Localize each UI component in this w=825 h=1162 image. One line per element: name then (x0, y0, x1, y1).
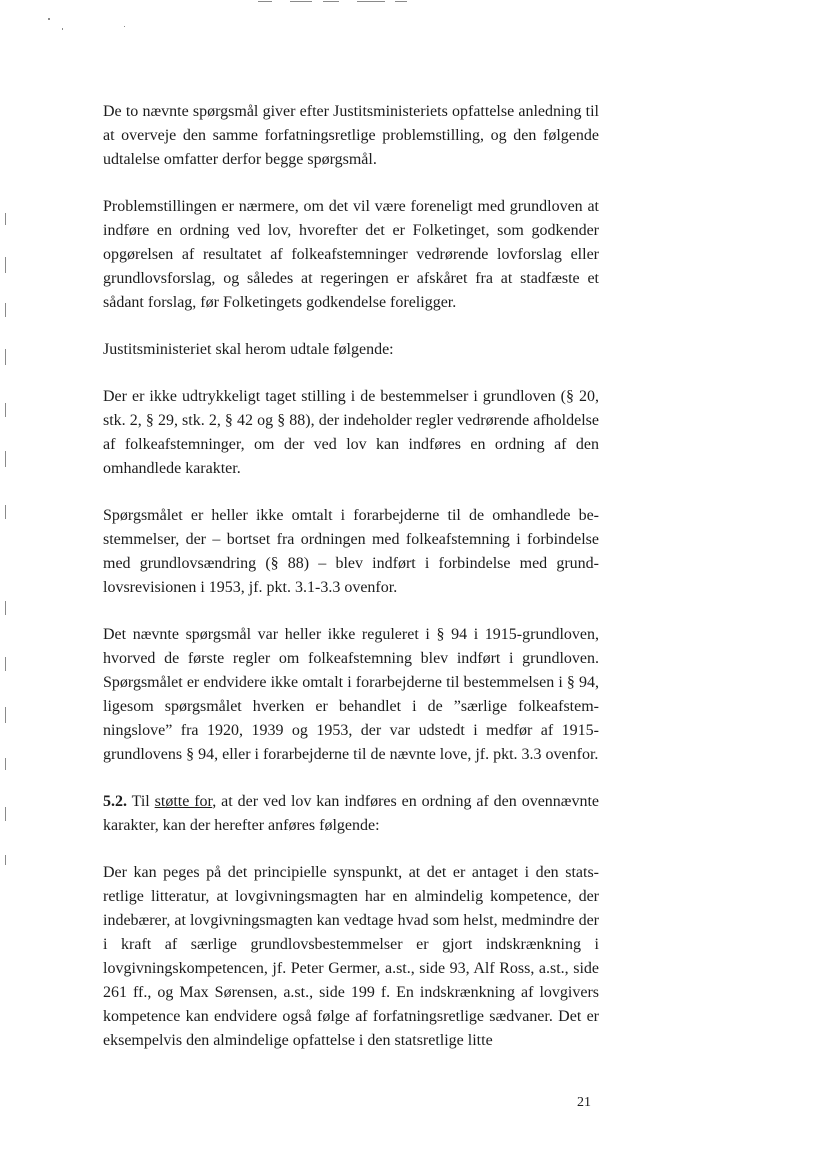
paragraph-constitution-provisions: Der er ikke udtrykkeligt taget stilling i de bestemmelser i grundloven (§ 20, stk. 2, § 29, stk. 2, § 42 og § 88), der indeholder regler vedrørende afholdelse af folkeafstemninger, om der ved lov kan indføres en ordning af den omhandlede karakter. (103, 388, 599, 477)
paragraph-1915-constitution: Det nævnte spørgsmål var heller ikke reguleret i § 94 i 1915-grundloven, hvorved de første regler om folkeafstemning blev indført i grundloven. Spørgsmålet er endvidere ikke omtalt i forarbejderne til bestemmelsen i § 94, ligesom spørgsmålet hverken er behandlet i de ”særlige folkeafstemningslove” fra 1920, 1939 og 1953, der var udstedt i medfør af 1915-grundlovens § 94, eller i forarbejderne til de nævnte love, jf. pkt. 3.3 ovenfor. (103, 626, 599, 763)
section-underlined-text: støtte for (154, 793, 213, 810)
paragraph-problem-statement: Problemstillingen er nærmere, om det vil være foreneligt med grundloven at indføre en ordning ved lov, hvorefter det er Folketinget, som godkender opgørelsen af resultatet af folkeafstemninger vedrørende lovforslag eller grundlovsforslag, og således at regeringen er afskåret fra at stadfæste et sådant forslag, før Folketingets godkendelse foreligger. (103, 198, 599, 311)
scan-artifacts-left (4, 0, 10, 1162)
page-number: 21 (577, 1095, 591, 1110)
section-rest-text: , at der ved lov kan indføres en ordning af den ovennævnte karakter, kan der herefter anføres følgende: (103, 793, 600, 834)
paragraph-legislative-competence: Der kan peges på det principielle synspunkt, at det er antaget i den statsretlige litteratur, at lovgivningsmagten har en almindelig kompetence, der indebærer, at lovgivningsmagten kan vedtage hvad som helst, medmindre der i kraft af særlige grundlovsbestemmelser er gjort indskrænkning i lovgivningskompetencen, jf. Peter Germer, a.st., side 93, Alf Ross, a.st., side 261 ff., og Max Sørensen, a.st., side 199 f. En indskrænkning af lovgivers kompetence kan endvidere også følge af forfatningsretlige sædvaner. Det er eksempelvis den almindelige opfattelse i den statsretlige litte (103, 864, 599, 1049)
page-body (103, 100, 599, 1053)
paragraph-preparatory-works: Spørgsmålet er heller ikke omtalt i forarbejderne til de omhandlede bestemmelser, der – bortset fra ordningen med folkeafstemning i forbindelse med grundlovsændring (§ 88) – blev indført i forbindelse med grundlovsrevisionen i 1953, jf. pkt. 3.1-3.3 ovenfor. (103, 507, 599, 596)
section-5-2-paragraph (103, 790, 599, 838)
paragraph-intro: De to nævnte spørgsmål giver efter Justitsministeriets opfattelse anledning til at overveje den samme forfatningsretlige problemstilling, og den følgende udtalelse omfatter derfor begge spørgsmål. (103, 103, 599, 168)
scan-artifacts-top (0, 0, 825, 40)
paragraph-ministry-statement: Justitsministeriet skal herom udtale følgende: (103, 341, 394, 358)
section-lead-text: Til (131, 793, 150, 810)
section-number: 5.2. (103, 793, 127, 810)
